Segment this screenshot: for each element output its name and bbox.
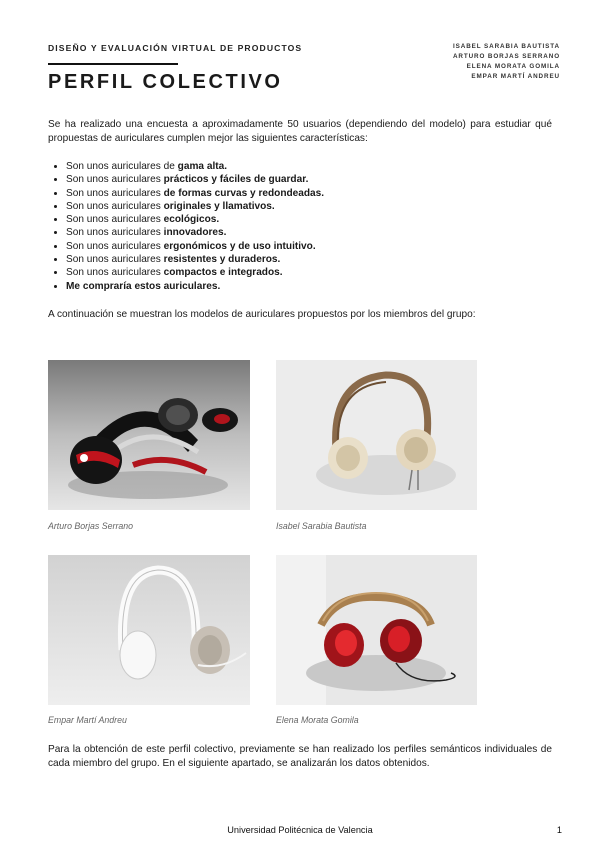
models-intro: A continuación se muestran los modelos de auriculares propuestos por los miembros del grupo: bbox=[48, 309, 476, 320]
list-item: • Son unos auriculares resistentes y duraderos. bbox=[66, 253, 556, 266]
course-title: DISEÑO Y EVALUACIÓN VIRTUAL DE PRODUCTOS bbox=[48, 43, 303, 53]
list-item: • Me compraría estos auriculares. bbox=[66, 280, 556, 293]
characteristics-list bbox=[48, 160, 556, 293]
list-item: • Son unos auriculares ecológicos. bbox=[66, 213, 556, 226]
list-item: • Son unos auriculares originales y llamativos. bbox=[66, 200, 556, 213]
author-name: ARTURO BORJAS SERRANO bbox=[452, 53, 560, 60]
figure-caption: Arturo Borjas Serrano bbox=[48, 521, 134, 531]
closing-paragraph: Para la obtención de este perfil colectivo, previamente se han realizado los perfiles semánticos individuales de cada miembro del grupo. En el siguiente apartado, se analizarán los datos obtenidos. bbox=[48, 744, 552, 769]
headphones-image-2 bbox=[276, 360, 477, 510]
headphones-image-4 bbox=[276, 555, 477, 705]
figure-caption: Elena Morata Gomila bbox=[276, 715, 359, 725]
headphones-image-3 bbox=[48, 555, 250, 705]
author-list bbox=[453, 42, 560, 82]
footer-institution: Universidad Politécnica de Valencia bbox=[227, 825, 373, 835]
list-item: • Son unos auriculares de gama alta. bbox=[66, 160, 556, 173]
intro-paragraph: Se ha realizado una encuesta a aproximadamente 50 usuarios (dependiendo del modelo) para estudiar qué propuestas de auriculares cumplen mejor las siguientes características: bbox=[48, 119, 552, 144]
list-item: • Son unos auriculares ergonómicos y de uso intuitivo. bbox=[66, 240, 556, 253]
author-name: ISABEL SARABIA BAUTISTA bbox=[453, 43, 560, 50]
page-number: 1 bbox=[556, 825, 562, 835]
title-rule bbox=[48, 63, 178, 65]
figure-caption: Isabel Sarabia Bautista bbox=[276, 521, 367, 531]
list-item: • Son unos auriculares compactos e integrados. bbox=[66, 266, 556, 279]
list-item: • Son unos auriculares prácticos y fáciles de guardar. bbox=[66, 173, 556, 186]
author-name: EMPAR MARTÍ ANDREU bbox=[471, 73, 560, 80]
author-name: ELENA MORATA GOMILA bbox=[466, 63, 560, 70]
headphones-image-1 bbox=[48, 360, 250, 510]
list-item: • Son unos auriculares de formas curvas y redondeadas. bbox=[66, 187, 556, 200]
list-item: • Son unos auriculares innovadores. bbox=[66, 226, 556, 239]
page-title: PERFIL COLECTIVO bbox=[48, 71, 283, 93]
figure-caption: Empar Martí Andreu bbox=[48, 715, 127, 725]
